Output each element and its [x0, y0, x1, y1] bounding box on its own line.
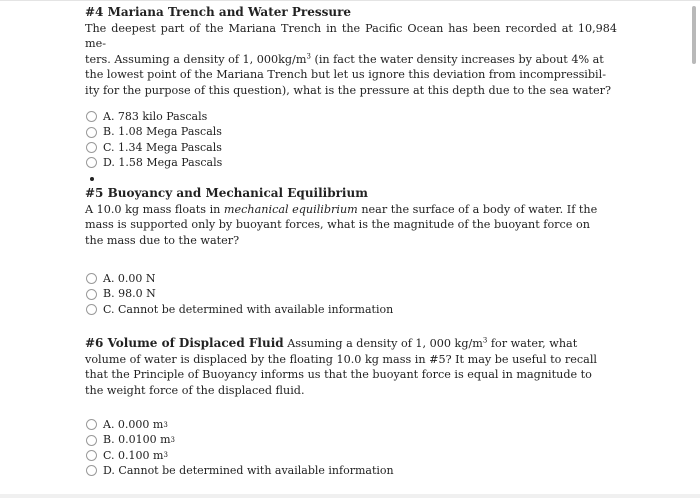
- question-4-line-4: ity for the purpose of this question), what is the pressure at this depth due to the sea water?: [85, 83, 611, 97]
- radio-button-icon[interactable]: [86, 304, 97, 315]
- question-4-line-2-a: ters. Assuming a density of 1, 000kg/m: [85, 52, 307, 66]
- question-5-line-1-b: near the surface of a body of water. If the: [357, 202, 598, 216]
- question-5-line-3: the mass due to the water?: [85, 233, 240, 247]
- question-6-option-d[interactable]: [85, 463, 394, 478]
- question-5-line-2: mass is supported only by buoyant forces, what is the magnitude of the buoyant force on: [85, 218, 590, 232]
- question-5: [85, 186, 617, 248]
- question-5-body: [85, 202, 617, 249]
- question-6-line-1: [85, 336, 617, 352]
- option-label: A. 783 kilo Pascals: [103, 109, 208, 123]
- bullet-dot-icon: [85, 172, 94, 181]
- question-4: [85, 5, 617, 99]
- question-6-line-1-a: Assuming a density of 1, 000 kg/m: [283, 337, 483, 350]
- question-6-line-3: that the Principle of Buoyancy informs us that the buoyant force is equal in magnitude to: [85, 368, 592, 382]
- option-label: D. 1.58 Mega Pascals: [103, 156, 223, 170]
- radio-button-icon[interactable]: [86, 450, 97, 461]
- option-label: B. 98.0 N: [103, 287, 156, 301]
- question-4-line-3: the lowest point of the Mariana Trench but let us ignore this deviation from incompressibil-: [85, 68, 606, 82]
- option-label: A. 0.000 m: [103, 417, 164, 431]
- question-6-title: #6 Volume of Displaced Fluid: [85, 336, 284, 350]
- option-label: B. 0.0100 m: [103, 433, 171, 447]
- question-6-body: [85, 336, 617, 398]
- question-5-option-c[interactable]: [85, 302, 393, 317]
- question-5-line-1-a: A 10.0 kg mass floats in: [85, 202, 224, 216]
- option-label: C. 1.34 Mega Pascals: [103, 140, 222, 154]
- option-label: B. 1.08 Mega Pascals: [103, 125, 222, 139]
- radio-button-icon[interactable]: [86, 273, 97, 284]
- option-label: D. Cannot be determined with available information: [103, 464, 394, 478]
- question-4-option-c[interactable]: [85, 140, 222, 155]
- question-6-option-c[interactable]: C. 0.100 m 3: [85, 448, 394, 463]
- question-6-options: [85, 417, 394, 479]
- question-6-line-2: volume of water is displaced by the floating 10.0 kg mass in #5? It may be useful to recall: [85, 352, 597, 366]
- question-6-line-4: the weight force of the displaced fluid.: [85, 383, 305, 397]
- question-5-options: [85, 271, 393, 317]
- question-4-options: [85, 109, 222, 171]
- radio-button-icon[interactable]: [86, 111, 97, 122]
- radio-button-icon[interactable]: [86, 157, 97, 168]
- option-label: C. 0.100 m: [103, 448, 164, 462]
- radio-button-icon[interactable]: [86, 142, 97, 153]
- option-label: C. Cannot be determined with available information: [103, 302, 394, 316]
- question-5-emphasis: mechanical equilibrium: [223, 202, 358, 216]
- question-5-title: #5 Buoyancy and Mechanical Equilibrium: [85, 186, 368, 200]
- question-4-option-d[interactable]: [85, 155, 222, 170]
- question-4-body: [85, 21, 617, 99]
- question-4-title: #4 Mariana Trench and Water Pressure: [85, 5, 352, 19]
- scrollbar-thumb[interactable]: [692, 6, 696, 64]
- radio-button-icon[interactable]: [86, 127, 97, 138]
- question-5-option-a[interactable]: [85, 271, 393, 286]
- question-6-option-a[interactable]: A. 0.000 m 3: [85, 417, 394, 432]
- question-4-line-2-b: (in fact the water density increases by about 4% at: [310, 52, 604, 66]
- question-4-line-2: [85, 52, 617, 68]
- question-5-line-1: [85, 202, 617, 218]
- radio-button-icon[interactable]: [86, 419, 97, 430]
- question-4-option-a[interactable]: [85, 109, 222, 124]
- question-6-superscript: 3: [482, 336, 488, 345]
- question-4-line-1: The deepest part of the Mariana Trench in the Pacific Ocean has been recorded at 10,984 me-: [85, 21, 617, 51]
- option-label: A. 0.00 N: [103, 271, 156, 285]
- question-4-option-b[interactable]: [85, 124, 222, 139]
- radio-button-icon[interactable]: [86, 465, 97, 476]
- bottom-border: [0, 494, 700, 498]
- question-6: [85, 336, 617, 398]
- radio-button-icon[interactable]: [86, 435, 97, 446]
- radio-button-icon[interactable]: [86, 289, 97, 300]
- question-6-option-b[interactable]: B. 0.0100 m 3: [85, 432, 394, 447]
- question-6-line-1-b: for water, what: [487, 337, 578, 350]
- top-border: [0, 0, 700, 1]
- question-5-option-b[interactable]: [85, 286, 393, 301]
- question-4-superscript: 3: [306, 52, 311, 61]
